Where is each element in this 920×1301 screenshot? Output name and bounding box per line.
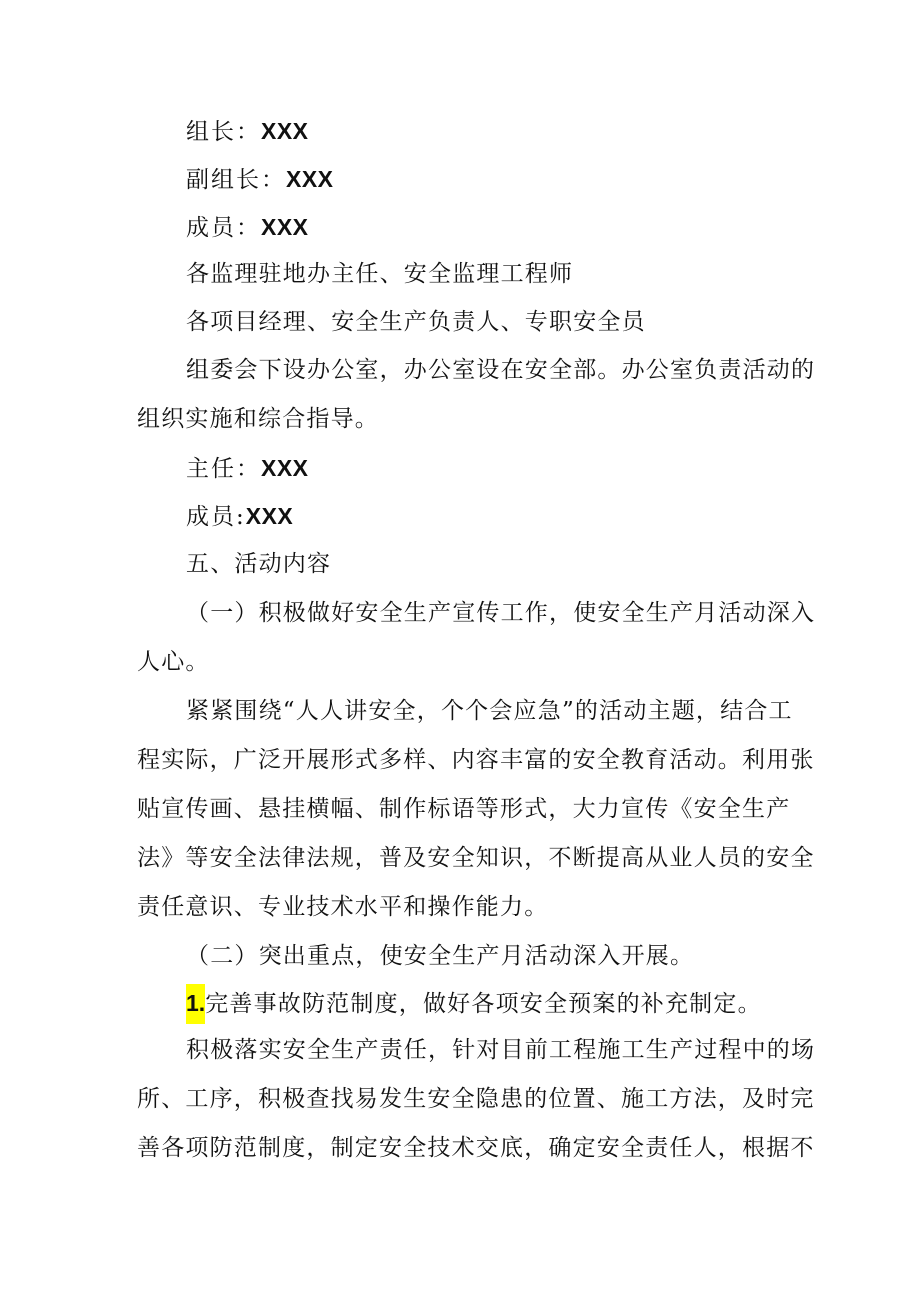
paragraph-line: 人心。 xyxy=(137,649,210,675)
director-value: XXX xyxy=(261,455,309,481)
leader-label: 组长： xyxy=(186,119,261,145)
members-line xyxy=(186,212,846,243)
paragraph-line: 善各项防范制度，制定安全技术交底，确定安全责任人，根据不 xyxy=(137,1135,815,1161)
paragraph-line: 各监理驻地办主任、安全监理工程师 xyxy=(186,261,574,287)
office-members-value: XXX xyxy=(245,503,294,529)
paragraph-line: 程实际，广泛开展形式多样、内容丰富的安全教育活动。利用张 xyxy=(137,747,815,773)
item-number-highlight: 1. xyxy=(186,984,205,1024)
paragraph-line: 贴宣传画、悬挂横幅、制作标语等形式，大力宣传《安全生产 xyxy=(137,796,791,822)
section-heading: 五、活动内容 xyxy=(186,551,332,577)
office-members-label: 成员: xyxy=(186,504,246,530)
paragraph-line: 紧紧围绕“人人讲安全，个个会应急”的活动主题，结合工 xyxy=(186,698,793,724)
paragraph-line: 各项目经理、安全生产负责人、专职安全员 xyxy=(186,309,646,335)
members-label: 成员： xyxy=(186,215,261,241)
paragraph-line: 组织实施和综合指导。 xyxy=(137,406,379,432)
paragraph-line: 法》等安全法律法规，普及安全知识，不断提高从业人员的安全 xyxy=(137,845,815,871)
deputy-leader-line xyxy=(186,164,846,195)
director-label: 主任： xyxy=(186,456,261,482)
leader-value: XXX xyxy=(261,118,309,144)
paragraph-line: 所、工序，积极查找易发生安全隐患的位置、施工方法，及时完 xyxy=(137,1086,815,1112)
paragraph-line: 责任意识、专业技术水平和操作能力。 xyxy=(137,894,549,920)
subsection-heading: （二）突出重点，使安全生产月活动深入开展。 xyxy=(186,943,695,969)
numbered-item xyxy=(186,988,846,1019)
director-line xyxy=(186,453,846,484)
deputy-leader-value: XXX xyxy=(286,166,334,192)
members-value: XXX xyxy=(261,214,309,240)
paragraph-line: 积极落实安全生产责任，针对目前工程施工生产过程中的场 xyxy=(186,1037,816,1063)
numbered-item-text: 完善事故防范制度，做好各项安全预案的补充制定。 xyxy=(205,991,762,1017)
deputy-leader-label: 副组长： xyxy=(186,167,286,193)
paragraph-line: 组委会下设办公室，办公室设在安全部。办公室负责活动的 xyxy=(186,357,816,383)
subsection-heading: （一）积极做好安全生产宣传工作，使安全生产月活动深入 xyxy=(186,600,816,626)
leader-line xyxy=(186,116,846,147)
office-members-line xyxy=(186,501,846,532)
